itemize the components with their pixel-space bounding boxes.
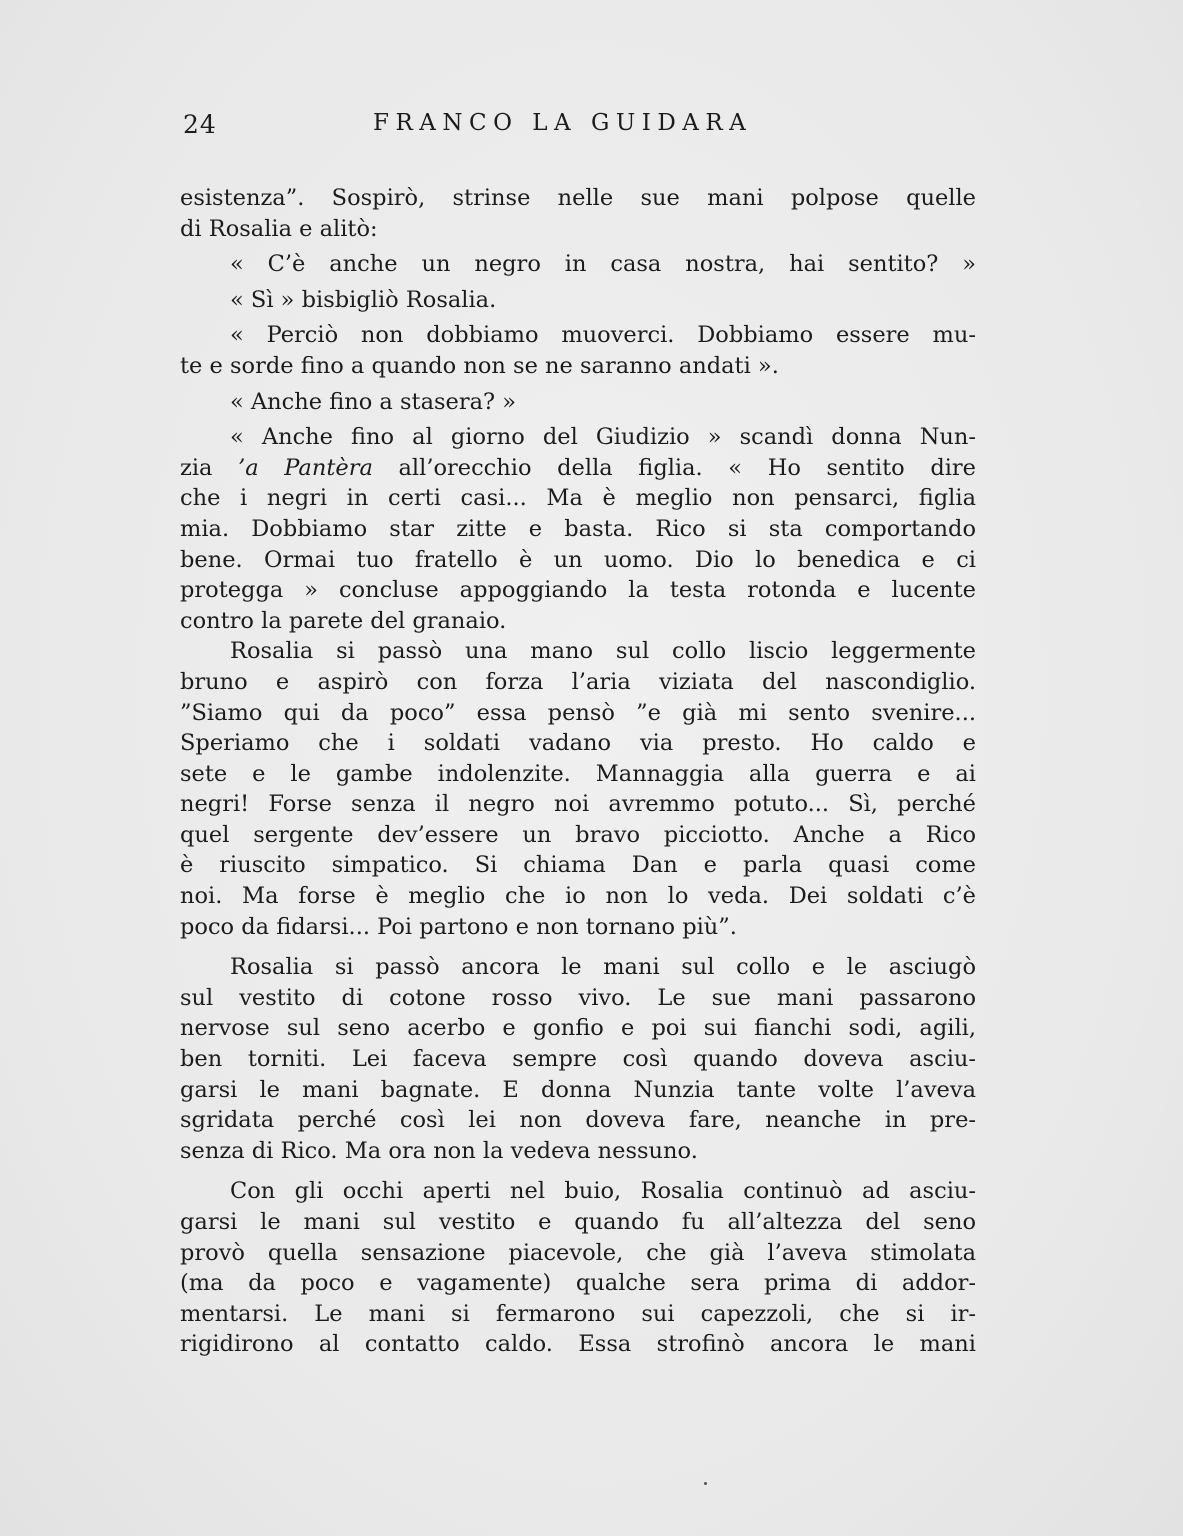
paragraph-start-line: Rosalia si passò una mano sul collo liscio leggermente [230, 638, 976, 665]
text-fragment: all’orecchio della figlia. « Ho sentito dire [372, 454, 976, 481]
text-line: provò quella sensazione piacevole, che già l’aveva stimolata [180, 1239, 976, 1266]
text-line: rigidirono al contatto caldo. Essa strofinò ancora le mani [180, 1331, 976, 1358]
paragraph-start-line: Rosalia si passò ancora le mani sul collo e le asciugò [230, 954, 976, 981]
body-text [180, 183, 976, 1360]
text-line: sul vestito di cotone rosso vivo. Le sue mani passarono [180, 984, 976, 1011]
text-line: è riuscito simpatico. Si chiama Dan e parla quasi come [180, 852, 976, 879]
text-line: negri! Forse senza il negro noi avremmo potuto... Sì, perché [180, 791, 976, 818]
text-line: ben torniti. Lei faceva sempre così quando doveva asciu- [180, 1046, 976, 1073]
text-line: sgridata perché così lei non doveva fare, neanche in pre- [180, 1107, 976, 1134]
text-line: protegga » concluse appoggiando la testa rotonda e lucente [180, 577, 976, 604]
text-line: mentarsi. Le mani si fermarono sui capezzoli, che si ir- [180, 1300, 976, 1327]
text-line: sete e le gambe indolenzite. Mannaggia alla guerra e ai [180, 760, 976, 787]
text-line: mia. Dobbiamo star zitte e basta. Rico si sta comportando [180, 515, 976, 542]
page-number: 24 [183, 110, 217, 139]
text-line: garsi le mani sul vestito e quando fu all’altezza del seno [180, 1209, 976, 1235]
text-line: poco da fidarsi... Poi partono e non tornano più”. [180, 913, 737, 940]
dialogue-line: « Sì » bisbigliò Rosalia. [230, 286, 497, 313]
text-line: te e sorde fino a quando non se ne saranno andati ». [180, 352, 779, 379]
text-line: noi. Ma forse è meglio che io non lo veda. Dei soldati c’è [180, 883, 976, 910]
text-line: senza di Rico. Ma ora non la vedeva nessuno. [180, 1137, 698, 1164]
italic-nickname: ’a Pantèra [238, 454, 373, 481]
text-fragment: zia [180, 454, 239, 481]
text-line: quel sergente dev’essere un bravo picciotto. Anche a Rico [180, 821, 976, 848]
text-line: garsi le mani bagnate. E donna Nunzia tante volte l’aveva [180, 1076, 976, 1103]
text-line: Speriamo che i soldati vadano via presto. Ho caldo e [180, 730, 976, 757]
dialogue-line: « C’è anche un negro in casa nostra, hai sentito? » [230, 251, 976, 278]
text-line: bene. Ormai tuo fratello è un uomo. Dio lo benedica e ci [180, 546, 976, 573]
text-line: nervose sul seno acerbo e gonfio e poi sui fianchi sodi, agili, [180, 1015, 976, 1042]
text-line: (ma da poco e vagamente) qualche sera prima di addor- [180, 1270, 976, 1297]
paragraph-start-line: Con gli occhi aperti nel buio, Rosalia continuò ad asciu- [230, 1178, 976, 1205]
dialogue-line: « Anche fino a stasera? » [230, 388, 516, 415]
text-line: contro la parete del granaio. [180, 607, 507, 634]
page-header [183, 110, 983, 146]
text-line: esistenza”. Sospirò, strinse nelle sue mani polpose quelle [180, 185, 976, 211]
text-line: bruno e aspirò con forza l’aria viziata del nascondiglio. [180, 668, 976, 695]
running-head: FRANCO LA GUIDARA [373, 110, 753, 136]
text-line: ”Siamo qui da poco” essa pensò ”e già mi sento svenire... [180, 699, 976, 726]
text-line: di Rosalia e alitò: [180, 215, 378, 242]
text-line [180, 453, 976, 484]
text-line: che i negri in certi casi... Ma è meglio non pensarci, figlia [180, 485, 976, 512]
dialogue-line: « Perciò non dobbiamo muoverci. Dobbiamo essere mu- [230, 322, 976, 349]
paper-speck [704, 1482, 707, 1485]
dialogue-line: « Anche fino al giorno del Giudizio » scandì donna Nun- [230, 424, 976, 451]
